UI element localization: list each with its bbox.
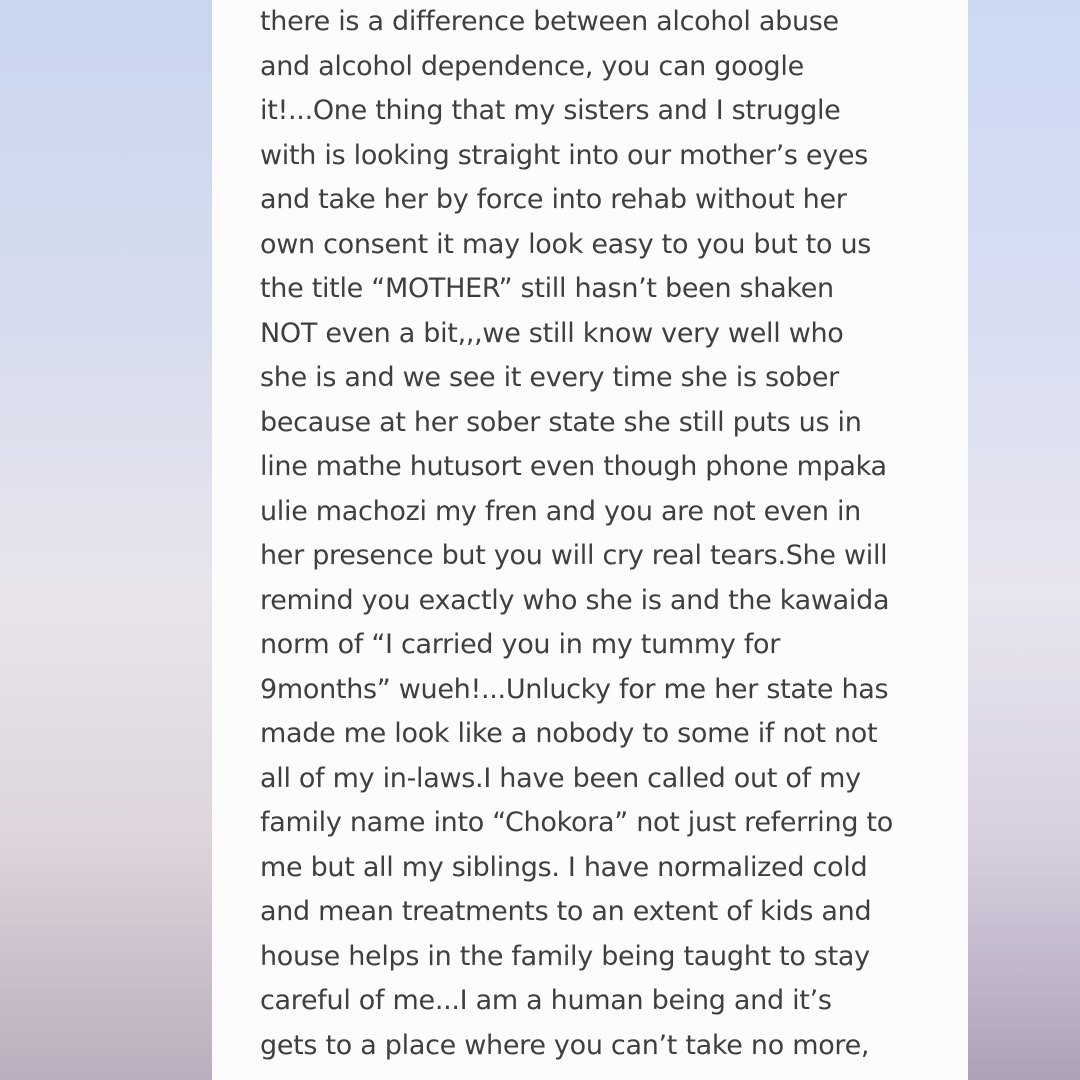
note-line: remind you exactly who she is and the kawaida — [260, 585, 890, 616]
note-line: family name into “Chokora” not just referring to — [260, 807, 893, 838]
note-line: me but all my siblings. I have normalized cold — [260, 852, 868, 883]
note-line: and take her by force into rehab without her — [260, 184, 847, 215]
note-line: because at her sober state she still puts us in — [260, 407, 862, 438]
background-left — [0, 0, 212, 1080]
note-line: own consent it may look easy to you but to us — [260, 229, 872, 260]
note-line: all of my in-laws.I have been called out of my — [260, 763, 861, 794]
note-line: ulie machozi my fren and you are not even in — [260, 496, 861, 527]
note-line: gets to a place where you can’t take no more, — [260, 1030, 870, 1061]
note-line: norm of “I carried you in my tummy for — [260, 629, 781, 660]
note-line: NOT even a bit,,,we still know very well who — [260, 318, 844, 349]
note-line: made me look like a nobody to some if not not — [260, 718, 878, 749]
note-line: there is a difference between alcohol abuse — [260, 6, 839, 37]
note-text-panel[interactable] — [212, 0, 968, 1080]
note-line: line mathe hutusort even though phone mpaka — [260, 451, 887, 482]
note-line: house helps in the family being taught to stay — [260, 941, 870, 972]
note-line: it!...One thing that my sisters and I struggle — [260, 95, 841, 126]
note-line: and mean treatments to an extent of kids and — [260, 896, 872, 927]
note-line: the title “MOTHER” still hasn’t been shaken — [260, 273, 834, 304]
note-line: she is and we see it every time she is sober — [260, 362, 839, 393]
note-line: 9months” wueh!...Unlucky for me her state has — [260, 674, 889, 705]
note-line: careful of me...I am a human being and it’s — [260, 985, 832, 1016]
note-line: her presence but you will cry real tears.She will — [260, 540, 888, 571]
note-line: with is looking straight into our mother’s eyes — [260, 140, 868, 171]
note-line: and alcohol dependence, you can google — [260, 51, 804, 82]
background-right — [968, 0, 1080, 1080]
